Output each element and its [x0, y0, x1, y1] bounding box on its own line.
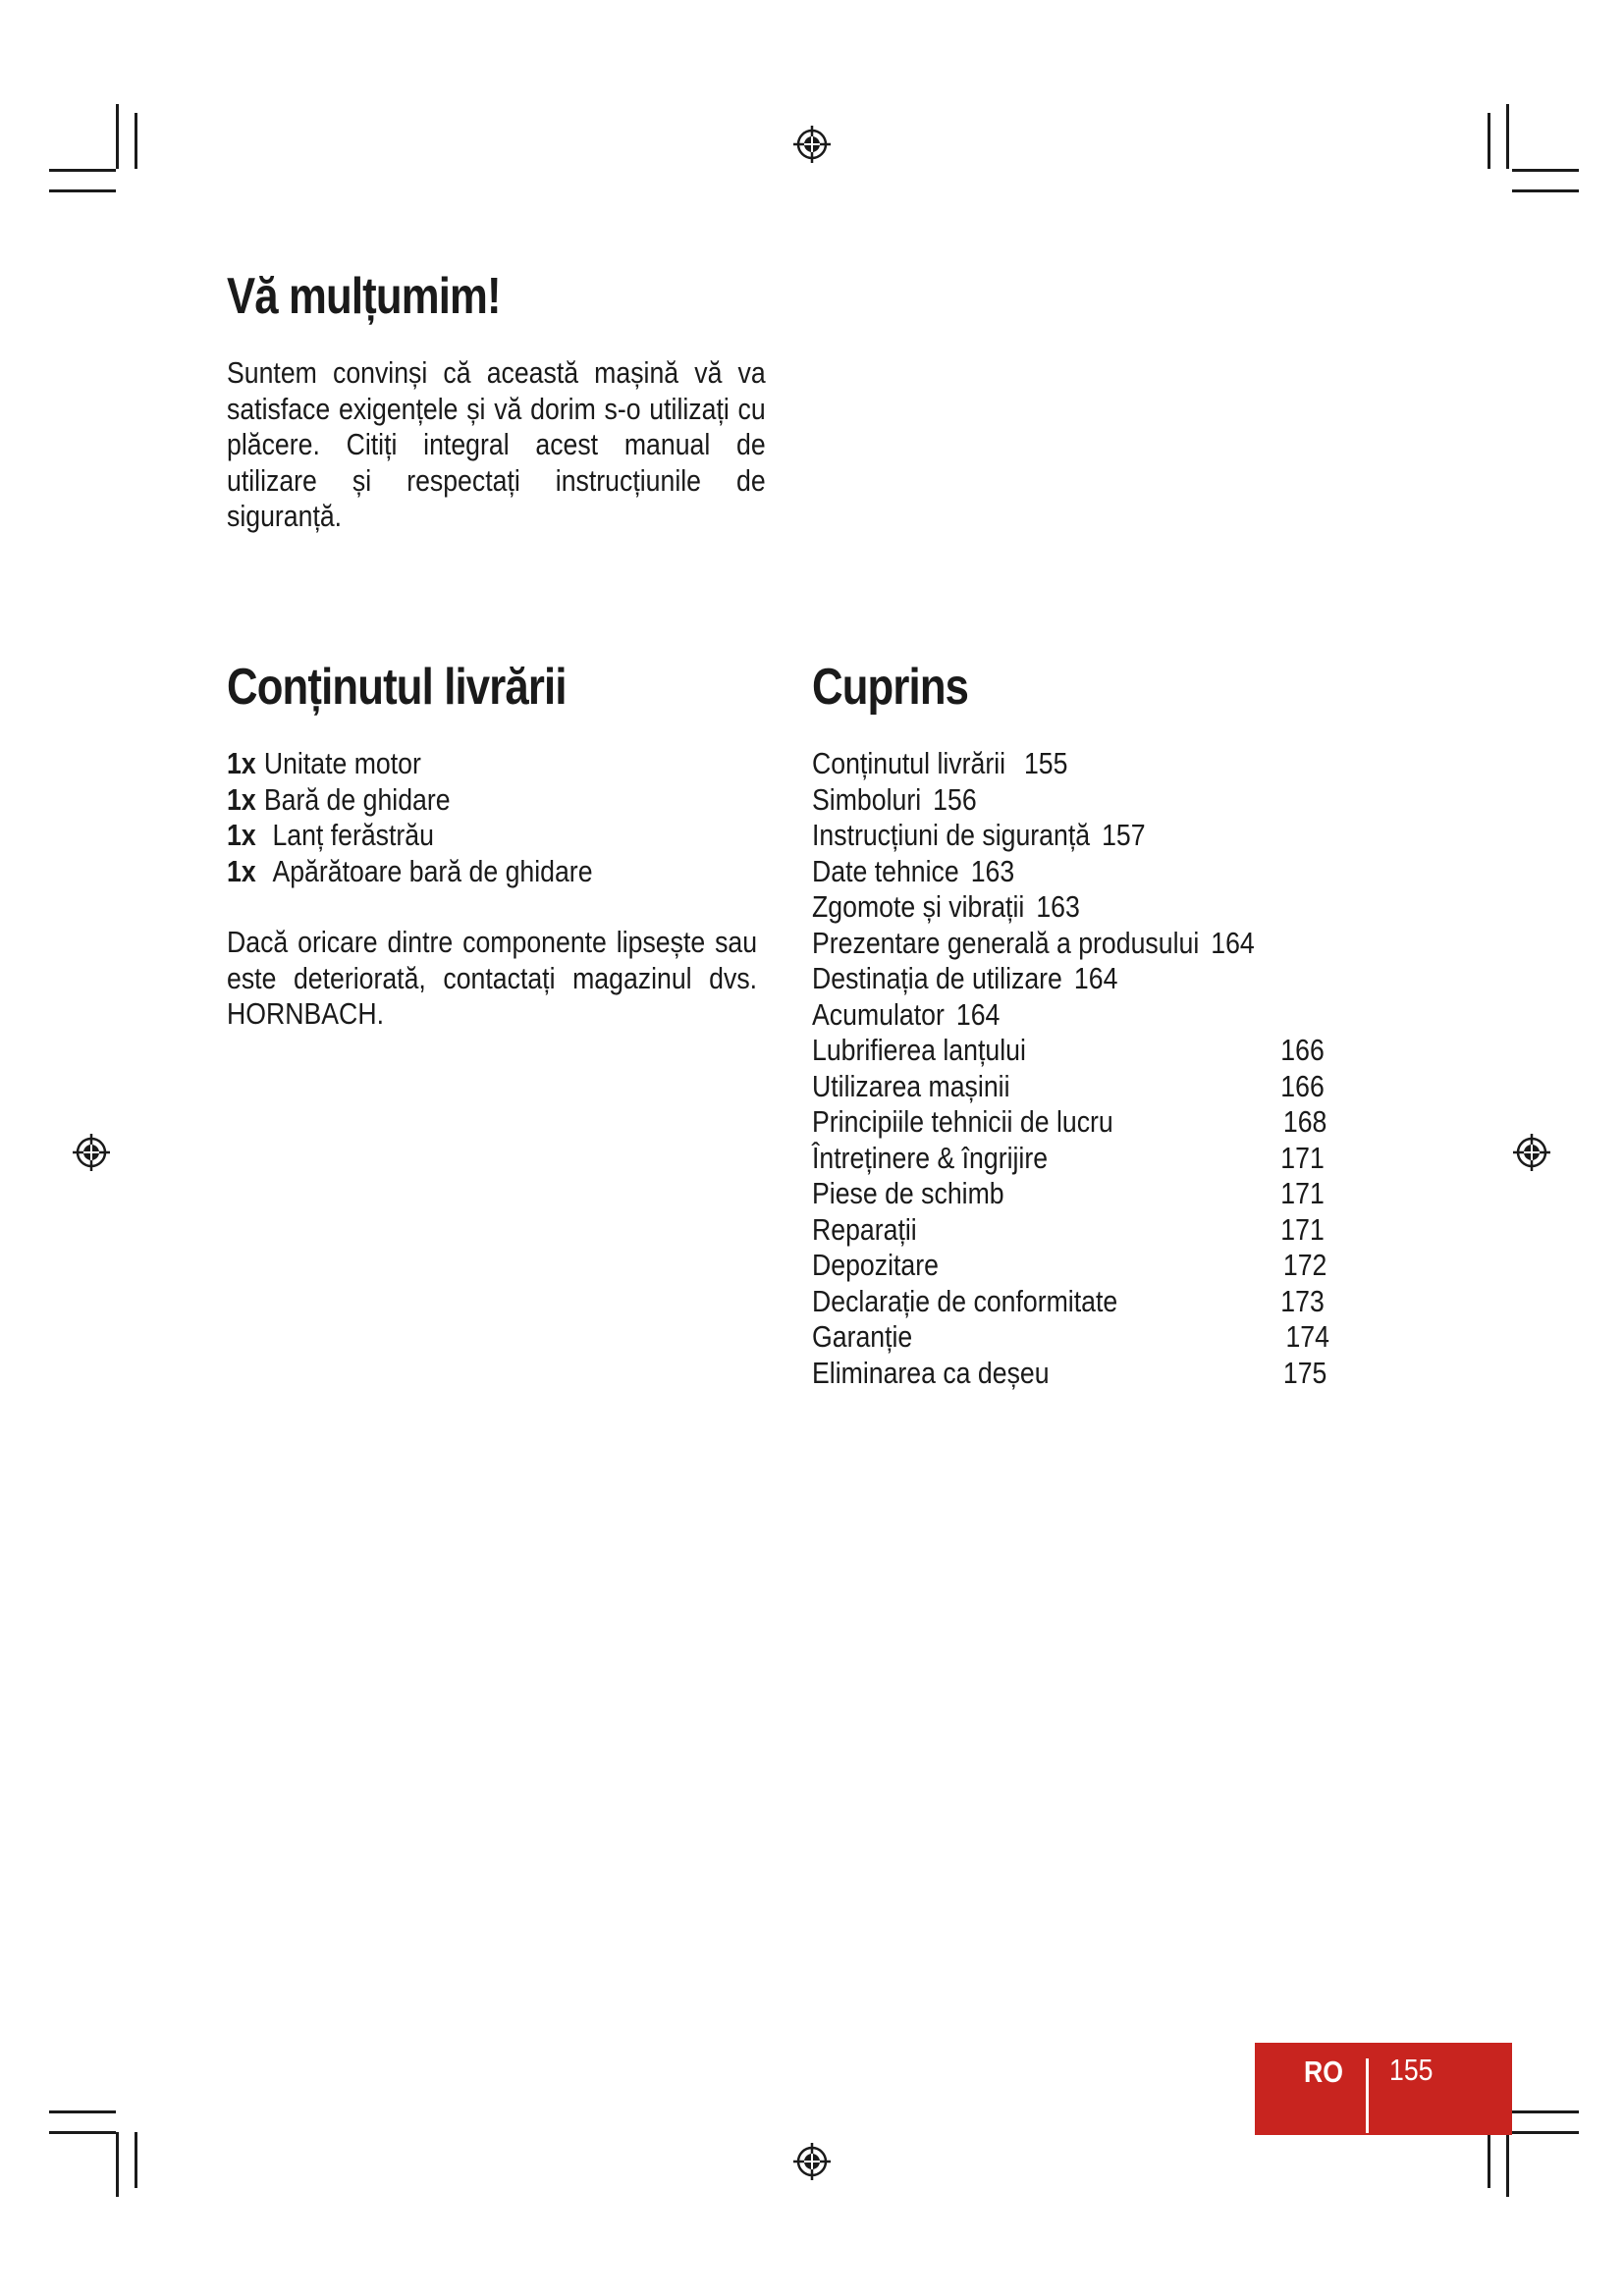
- registration-mark-icon: [72, 1133, 111, 1172]
- toc-page: 175: [1282, 1355, 1327, 1390]
- toc-entry[interactable]: [812, 889, 1370, 926]
- list-item: [227, 782, 593, 819]
- delivery-list: [227, 746, 593, 889]
- toc-entry[interactable]: [812, 1104, 1370, 1141]
- crop-mark: [1512, 2131, 1579, 2134]
- language-code: RO: [1304, 2055, 1343, 2089]
- toc-page: 168: [1282, 1104, 1327, 1139]
- toc-entry[interactable]: [812, 1033, 1370, 1069]
- item-name: Unitate motor: [263, 746, 421, 780]
- crop-mark: [1512, 169, 1579, 172]
- toc-page: 155: [1023, 746, 1068, 780]
- toc-label: Piese de schimb: [812, 1176, 1004, 1210]
- toc-label: Eliminarea ca deșeu: [812, 1355, 1050, 1390]
- thanks-title: Vă mulțumim!: [227, 268, 501, 325]
- item-name: Apărătoare bară de ghidare: [272, 853, 593, 888]
- toc-label: Prezentare generală a produsului: [812, 925, 1200, 960]
- registration-mark-icon: [1512, 1133, 1551, 1172]
- toc-label: Depozitare: [812, 1248, 939, 1282]
- toc-page: 166: [1280, 1068, 1325, 1103]
- toc-page: 157: [1102, 818, 1146, 852]
- toc-label: Întreținere & îngrijire: [812, 1140, 1049, 1175]
- toc-page: 171: [1280, 1140, 1325, 1175]
- table-of-contents: [812, 746, 1370, 1391]
- toc-page: 163: [970, 853, 1015, 888]
- toc-label: Reparații: [812, 1211, 917, 1247]
- toc-page: 171: [1280, 1176, 1325, 1210]
- toc-entry[interactable]: [812, 1248, 1370, 1284]
- crop-mark: [1512, 189, 1579, 192]
- toc-entry[interactable]: [812, 1176, 1370, 1212]
- list-item: [227, 746, 593, 782]
- toc-page: 173: [1280, 1283, 1325, 1318]
- delivery-note: Dacă oricare dintre componente lipsește sau este deteriorată, contactați magazinul dvs. HORNBACH.: [227, 925, 758, 1031]
- toc-entry[interactable]: [812, 1284, 1370, 1320]
- list-item: [227, 818, 593, 854]
- toc-label: Destinația de utilizare: [812, 961, 1062, 995]
- crop-mark: [1506, 2132, 1509, 2197]
- toc-page: 172: [1282, 1248, 1327, 1282]
- toc-entry[interactable]: [812, 854, 1370, 890]
- toc-label: Date tehnice: [812, 853, 959, 888]
- item-qty: 1x: [227, 781, 256, 817]
- toc-page: 156: [933, 781, 977, 817]
- crop-mark: [49, 169, 116, 172]
- toc-label: Garanție: [812, 1319, 913, 1354]
- crop-mark: [49, 2131, 116, 2134]
- toc-entry[interactable]: [812, 1356, 1370, 1392]
- item-qty: 1x: [227, 818, 256, 852]
- crop-mark: [1512, 2110, 1579, 2113]
- toc-label: Utilizarea mașinii: [812, 1068, 1010, 1103]
- toc-entry[interactable]: [812, 782, 1370, 819]
- registration-mark-icon: [792, 125, 832, 164]
- toc-label: Principiile tehnicii de lucru: [812, 1104, 1113, 1139]
- toc-page: 174: [1285, 1319, 1329, 1354]
- toc-label: Acumulator: [812, 996, 945, 1032]
- crop-mark: [1506, 104, 1509, 169]
- toc-entry[interactable]: [812, 997, 1370, 1034]
- crop-mark: [116, 2132, 119, 2197]
- crop-mark: [135, 2132, 137, 2188]
- toc-entry[interactable]: [812, 961, 1370, 997]
- crop-mark: [49, 2110, 116, 2113]
- toc-label: Zgomote și vibrații: [812, 889, 1025, 924]
- toc-page: 164: [955, 996, 1001, 1032]
- item-name: Bară de ghidare: [263, 781, 451, 817]
- toc-label: Lubrifierea lanțului: [812, 1033, 1026, 1067]
- toc-entry[interactable]: [812, 818, 1370, 854]
- footer-divider: [1366, 2058, 1369, 2133]
- crop-mark: [116, 104, 119, 169]
- toc-page: 163: [1036, 889, 1080, 924]
- toc-page: 164: [1211, 925, 1255, 960]
- toc-entry[interactable]: [812, 926, 1370, 962]
- delivery-title: Conținutul livrării: [227, 659, 567, 716]
- page-number: 155: [1389, 2053, 1434, 2087]
- crop-mark: [1488, 2132, 1490, 2188]
- thanks-body: Suntem convinși că această mașină vă va satisface exigențele și vă dorim s-o utilizați cu plăcere. Citiți integral acest manual de utilizare și respectați instrucțiunile de siguranță.: [227, 355, 766, 533]
- toc-entry[interactable]: [812, 1319, 1370, 1356]
- toc-entry[interactable]: [812, 1141, 1370, 1177]
- registration-mark-icon: [792, 2142, 832, 2181]
- toc-label: Instrucțiuni de siguranță: [812, 818, 1091, 852]
- item-qty: 1x: [227, 746, 256, 780]
- toc-label: Declarație de conformitate: [812, 1283, 1118, 1318]
- contents-title: Cuprins: [812, 659, 969, 716]
- crop-mark: [1488, 113, 1490, 169]
- list-item: [227, 854, 593, 890]
- toc-page: 164: [1073, 961, 1118, 995]
- toc-page: 171: [1280, 1211, 1325, 1247]
- crop-mark: [135, 113, 137, 169]
- page-footer-tab: [1255, 2043, 1512, 2135]
- toc-entry[interactable]: [812, 1069, 1370, 1105]
- item-qty: 1x: [227, 853, 256, 888]
- item-name: Lanț ferăstrău: [272, 818, 434, 852]
- toc-entry[interactable]: [812, 746, 1370, 782]
- toc-entry[interactable]: [812, 1212, 1370, 1249]
- toc-label: Simboluri: [812, 781, 922, 817]
- toc-label: Conținutul livrării: [812, 746, 1006, 780]
- crop-mark: [49, 189, 116, 192]
- toc-page: 166: [1280, 1033, 1325, 1067]
